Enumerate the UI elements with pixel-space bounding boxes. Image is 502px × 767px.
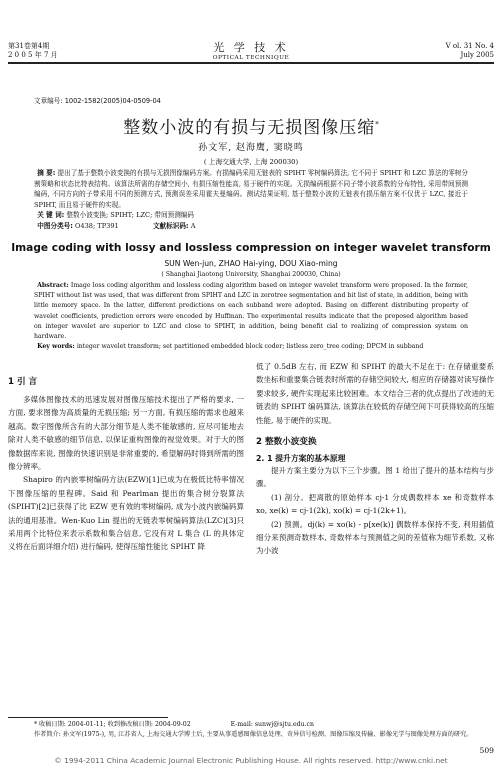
header-right: [446, 42, 494, 60]
keywords-en-label: Key words:: [37, 343, 75, 351]
title-cn: 整数小波的有损与无损图像压缩: [123, 118, 376, 138]
affiliation-en: ( Shanghai Jiaotong University, Shanghai 200030, China): [161, 271, 341, 278]
date-left: 2 0 0 5 年 7 月: [8, 51, 58, 59]
keywords-cn: 整数小波变换; SPIHT; LZC; 带间预测编码: [66, 211, 194, 220]
received-date: * 收稿日期: 2004-01-11; 收到修改稿日期: 2004-09-02: [34, 721, 191, 728]
header-rule: [8, 62, 494, 64]
journal-name-cn: 光 学 技 术: [213, 41, 289, 54]
doc-code-label: 文献标识码:: [152, 221, 189, 230]
abstract-cn: [34, 168, 468, 232]
volume-left: 第31卷第4期: [8, 42, 50, 50]
intro-paragraph-2: Shapiro 的内嵌零树编码方法(EZW)[1]已成为在极低比特率情况下图像压缩的里程碑。Said 和 Pearlman 提出的集合树分裂算法(SPIHT)[2]已获得了比 EZW 更有效的零树编码, 成为小波内嵌编码算法的通用基准。Wen-Kuo Lin 提出的无链表零树编码算法(LZC)[3]只采用两个比特位来表示系数和集合信息, 它没有对 L 集合 (L 的具体定义将在后面详细介绍) 进行编码, 使得压缩性能比 SPIHT 降: [8, 475, 244, 552]
keywords-en: integer wavelet transform; set partitioned embedded block coder; listless zero_tree coding; DPCM in subband: [76, 343, 424, 351]
clc-label: 中图分类号:: [37, 221, 73, 230]
affiliation-cn: ( 上海交通大学, 上海 200030): [203, 158, 299, 166]
section-2-1-heading: 2. 1 提升方案的基本原理: [256, 454, 346, 464]
abstract-en-text: Image loss coding algorithm and lossless coding algorithm based on integer wavelet transform were proposed. In the former, SPIHT without list was used, that was different from SPIHT and LZC in zerotree segmentation and bit list of state, in addition, being with little memory space. In the latter, different predictions on each subband were adopted. Basing on different distributing property of wavelet coefficients, prediction errors were encoded by Huffman. The experimental results indicate that the proposed algorithm based on integer wavelet are superior to LZC and close to SPIHT, in addition, being benefit cial to realizing of compression system on hardware.: [34, 282, 468, 341]
footnote-rule: [8, 717, 168, 718]
title-en: Image coding with lossy and lossless compression on integer wavelet transform: [11, 242, 491, 254]
section-1-heading: 1 引 言: [8, 377, 38, 387]
clc-value: O438; TP391: [75, 221, 119, 230]
intro-paragraph-1: 多媒体图像技术的迅速发展对图像压缩技术提出了严格的要求, 一方面, 要求图像为高质量的无损压缩; 另一方面, 有损压缩的需求也越来越高。数字图像所含有的大部分细节是人类不能敏感的, 应尽可能地去除对人类不敏感的细节信息, 以保证重构图像的视觉效果。对于大的图像数据库来说, 图像的快速识别是非常重要的, 希望解码时得到所需的图像分辨率。: [8, 395, 244, 472]
header-center: [0, 39, 502, 61]
authors-cn: 孙文军, 赵海鹰, 窦晓鸣: [198, 143, 304, 153]
date-right: July 2005: [460, 51, 494, 59]
right-paragraph-3: (1) 剖分。把离散的原始样本 cj-1 分成偶数样本 xe 和奇数样本 xo, xe(k) = cj-1(2k), xo(k) = cj-1(2k+1)。: [256, 492, 494, 516]
left-column: [8, 375, 244, 715]
abstract-cn-text: 提出了基于整数小波变换的有损与无损图像编码方案。有损编码采用无链表的 SPIHT 零树编码算法, 它不同于 SPIHT 和 LZC 算法的零树分割策略和状态比特表结构。该算法所需的存储空间小, 有损压缩性能高, 易于硬件的实现。无损编码根据不同子带小波系数的分布特性, 采用带间预测编码, 不同方向的子带采用不同的预测方式, 预测误差采用霍夫曼编码。测试结果证明, 基于整数小波的无链表有损压缩方案不仅优于 LZC, 接近于 SPIHT, 而且易于硬件的实现。: [34, 169, 468, 209]
right-paragraph-4: (2) 预测。dj(k) = xo(k) - p[xe(k)] 偶数样本保持不变, 利用插值细分来预测奇数样本, 奇数样本与预测值之间的差值称为细节系数, 又称为小波: [256, 519, 494, 556]
journal-name-en: OPTICAL TECHNIQUE: [212, 55, 290, 61]
right-column: [256, 360, 494, 716]
title-cn-block: [0, 113, 502, 138]
author-email: E-mail: sunwj@sjtu.edu.cn: [230, 721, 314, 728]
footnotes: [34, 720, 474, 739]
abstract-cn-label: 摘 要:: [37, 169, 56, 177]
section-2-heading: 2 整数小波变换: [256, 437, 317, 448]
right-paragraph-1: 低了 0.5dB 左右, 而 EZW 和 SPIHT 的最大不足在于: 在存储重要系数坐标和重要集合链表时所需的存储空间较大, 相应的存储器对读写操作要求较多, 硬件实现起来比较困难。本文结合三者的优点提出了改进的无链表的 SPIHT 编码算法, 该算法在较低的存储空间下可获得较高的压缩性能, 易于硬件的实现。: [256, 362, 494, 425]
title-mark: *: [375, 120, 379, 129]
right-paragraph-2: 提升方案主要分为以下三个步骤。图 1 给出了提升的基本结构与步骤。: [256, 466, 494, 489]
copyright: © 1994-2011 China Academic Journal Electronic Publishing House. All rights reserved. http://www.cnki.net: [54, 756, 448, 765]
abstract-en-label: Abstract:: [37, 282, 69, 289]
authors-en: SUN Wen-jun, ZHAO Hai-ying, DOU Xiao-ming: [164, 259, 338, 268]
article-id: 文章编号: 1002-1582(2005)04-0509-04: [34, 97, 161, 105]
keywords-cn-label: 关 键 词:: [37, 211, 65, 220]
volume-right: V ol. 31 No. 4: [445, 42, 494, 50]
author-bio: 作者简介: 孙文军(1975-), 男, 江苏省人, 上海交通大学博士后, 主要从事遥感图像信息处理、奇异信号检测、图像压缩及传输、影像光学与图像处理方面的研究。: [34, 730, 473, 738]
doc-code-value: A: [190, 221, 196, 230]
page-number: 509: [479, 746, 494, 755]
abstract-en: [34, 281, 468, 352]
